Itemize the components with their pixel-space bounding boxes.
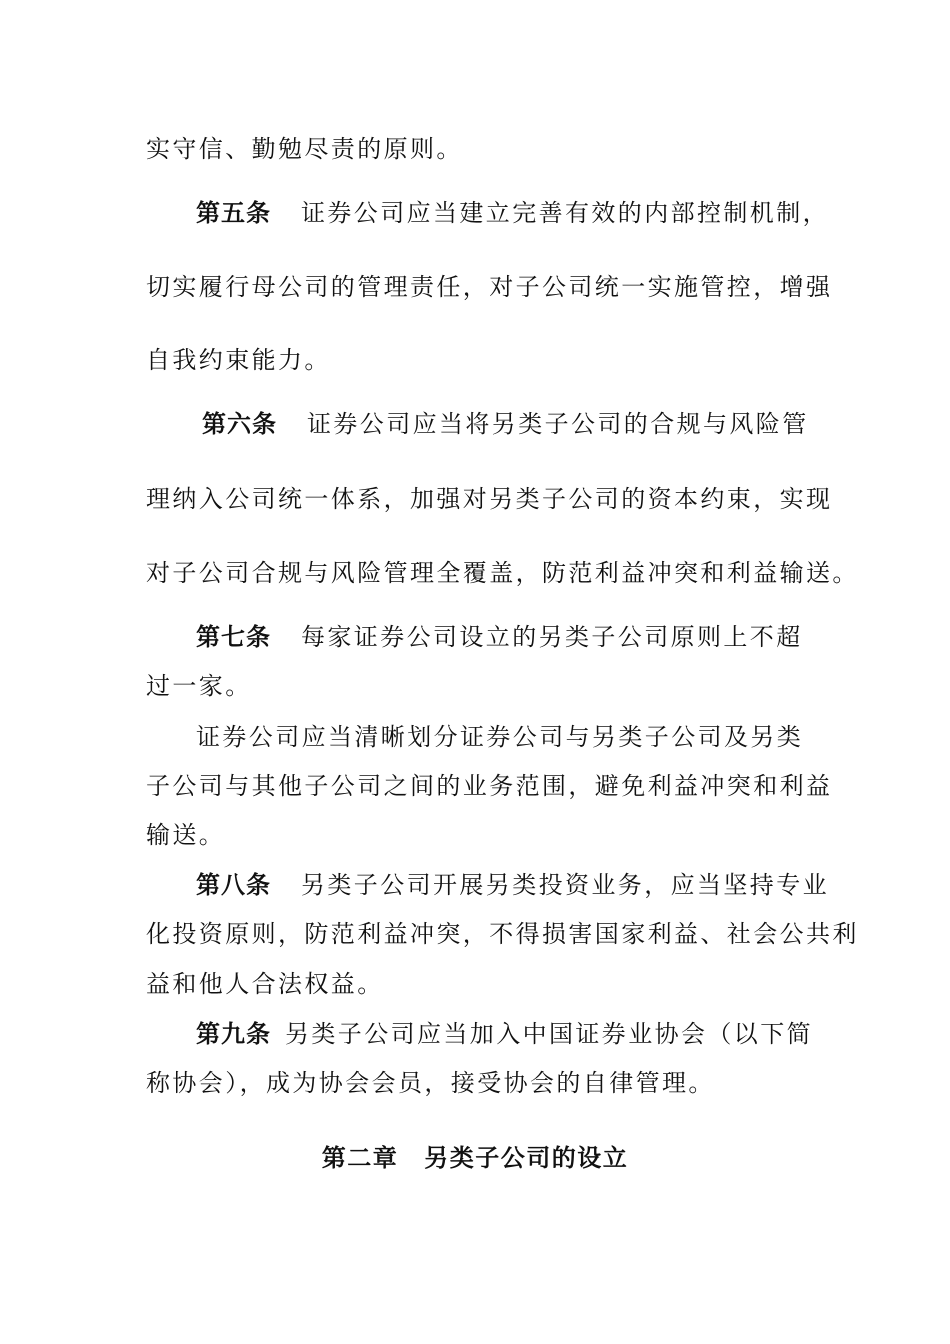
article-line xyxy=(196,622,803,652)
chapter-title: 另类子公司的设立 xyxy=(424,1143,629,1172)
line-text: 证券公司应当建立完善有效的内部控制机制， xyxy=(301,199,829,227)
article-line xyxy=(196,1019,813,1049)
article-line xyxy=(196,198,829,228)
chapter-heading xyxy=(0,1143,950,1173)
article-number: 第六条 xyxy=(202,409,277,438)
line-text: 过一家。 xyxy=(146,672,252,700)
line-text: 益和他人合法权益。 xyxy=(146,970,384,998)
text-line xyxy=(146,771,832,801)
line-text: 子公司与其他子公司之间的业务范围，避免利益冲突和利益 xyxy=(146,772,833,800)
line-text: 切实履行母公司的管理责任，对子公司统一实施管控，增强 xyxy=(146,273,833,301)
article-number: 第五条 xyxy=(196,198,271,227)
line-text: 证券公司应当清晰划分证券公司与另类子公司及另类 xyxy=(196,723,804,751)
article-line xyxy=(202,409,809,439)
line-text: 实守信、勤勉尽责的原则。 xyxy=(146,135,463,163)
line-text: 另类子公司应当加入中国证券业协会（以下简 xyxy=(285,1020,813,1048)
line-text: 对子公司合规与风险管理全覆盖，防范利益冲突和利益输送。 xyxy=(146,559,859,587)
line-text: 称协会），成为协会会员，接受协会的自律管理。 xyxy=(146,1069,715,1097)
line-text: 理纳入公司统一体系，加强对另类子公司的资本约束，实现 xyxy=(146,485,833,513)
text-line xyxy=(146,558,859,588)
chapter-number: 第二章 xyxy=(321,1143,399,1172)
text-line xyxy=(146,919,859,949)
article-number: 第七条 xyxy=(196,622,271,651)
text-line xyxy=(146,272,832,302)
text-line xyxy=(196,722,803,752)
text-line xyxy=(146,484,832,514)
line-text: 证券公司应当将另类子公司的合规与风险管 xyxy=(307,410,809,438)
text-line xyxy=(146,969,384,999)
line-text: 输送。 xyxy=(146,821,226,849)
text-line xyxy=(146,820,225,850)
text-line xyxy=(146,671,252,701)
line-text: 自我约束能力。 xyxy=(146,346,331,374)
text-line xyxy=(146,1068,715,1098)
article-number: 第八条 xyxy=(196,870,271,899)
article-number: 第九条 xyxy=(196,1019,271,1048)
article-line xyxy=(196,870,829,900)
text-line xyxy=(146,345,331,375)
line-text: 每家证券公司设立的另类子公司原则上不超 xyxy=(301,623,803,651)
text-line xyxy=(146,134,463,164)
line-text: 另类子公司开展另类投资业务，应当坚持专业 xyxy=(301,871,829,899)
line-text: 化投资原则，防范利益冲突，不得损害国家利益、社会公共利 xyxy=(146,920,859,948)
